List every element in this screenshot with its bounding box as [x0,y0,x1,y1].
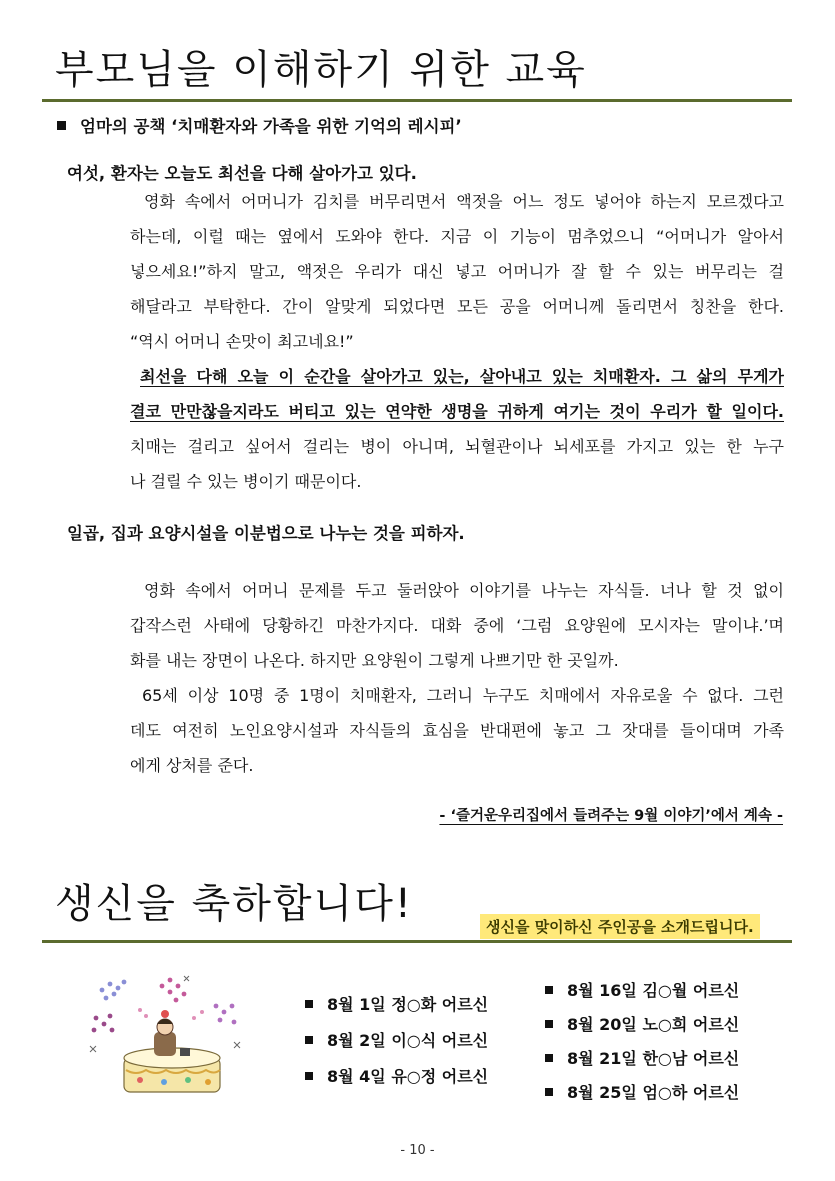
birthday-entry [545,978,739,1001]
square-bullet-icon [305,1036,313,1044]
square-bullet-icon [57,121,66,130]
section-six-body [130,184,784,499]
body-line: “역시 어머니 손맛이 최고네요!” [130,332,354,351]
body-line: 에게 상처를 준다. [130,756,254,775]
birthday-entry-text: 8월 4일 유○정 어르신 [327,1067,489,1086]
source-citation: - ‘즐거운우리집에서 들려주는 9월 이야기’에서 계속 - [439,808,783,824]
body-line: 넣으세요!”하지 말고, 액젓은 우리가 대신 넣고 어머니가 잘 할 수 있는 버무리는 걸 [130,262,784,281]
section-six-title: 여섯, 환자는 오늘도 최선을 다해 살아가고 있다. [67,164,417,183]
birthday-entry [545,1080,739,1103]
square-bullet-icon [545,1088,553,1096]
body-line: 나 걸릴 수 있는 병이기 때문이다. [130,472,362,491]
body-line: 65세 이상 10명 중 1명이 치매환자, 그러니 누구도 치매에서 자유로울 수 없다. 그런 [142,686,784,705]
section-seven-title: 일곱, 집과 요양시설을 이분법으로 나누는 것을 피하자. [67,524,465,543]
birthday-title: 생신을 축하합니다! [55,881,413,927]
body-line: 갑작스런 사태에 당황하긴 마찬가지다. 대화 중에 ‘그럼 요양원에 모시자는 말이냐.’며 [130,616,784,635]
birthday-entry-text: 8월 25일 엄○하 어르신 [567,1083,740,1102]
square-bullet-icon [305,1072,313,1080]
birthday-entry [545,1012,739,1035]
square-bullet-icon [305,1000,313,1008]
subheading [57,113,462,137]
emphasis-line: 결코 만만찮을지라도 버티고 있는 연약한 생명을 귀하게 여기는 것이 우리가 할 일이다. [130,402,784,421]
square-bullet-icon [545,986,553,994]
body-line: 영화 속에서 어머니가 김치를 버무리면서 액젓을 어느 정도 넣어야 하는지 모르겠다고 [144,192,784,211]
birthday-cake-icon [84,972,254,1102]
emphasis-line: 최선을 다해 오늘 이 순간을 살아가고 있는, 살아내고 있는 치매환자. 그 삶의 무게가 [140,367,784,386]
subheading-text: 엄마의 공책 ‘치매환자와 가족을 위한 기억의 레시피’ [80,117,462,136]
body-line: 영화 속에서 어머니 문제를 두고 둘러앉아 이야기를 나누는 자식들. 너나 할 것 없이 [144,581,784,600]
birthday-divider [42,940,792,943]
square-bullet-icon [545,1020,553,1028]
body-line: 해달라고 부탁한다. 간이 알맞게 되었다면 모든 공을 어머니께 돌리면서 칭찬을 한다. [130,297,784,316]
birthday-entry-text: 8월 16일 김○월 어르신 [567,981,740,1000]
birthday-entry-text: 8월 21일 한○남 어르신 [567,1049,740,1068]
body-line: 화를 내는 장면이 나온다. 하지만 요양원이 그렇게 나쁘기만 한 곳일까. [130,651,619,670]
birthday-badge: 생신을 맞이하신 주인공을 소개드립니다. [480,914,760,939]
body-line: 하는데, 이럴 때는 옆에서 도와야 한다. 지금 이 기능이 멈추었으니 “어머니가 알아서 [130,227,784,246]
square-bullet-icon [545,1054,553,1062]
page-number: - 10 - [400,1143,435,1158]
birthday-entry [305,1028,488,1051]
birthday-entry [545,1046,739,1069]
birthday-entry [305,992,488,1015]
body-line: 데도 여전히 노인요양시설과 자식들의 효심을 반대편에 놓고 그 잣대를 들이대며 가족 [130,721,784,740]
birthday-entry [305,1064,488,1087]
birthday-entry-text: 8월 1일 정○화 어르신 [327,995,489,1014]
page-title: 부모님을 이해하기 위한 교육 [55,47,587,93]
section-seven-body [130,573,784,783]
body-line: 치매는 걸리고 싶어서 걸리는 병이 아니며, 뇌혈관이나 뇌세포를 가지고 있는 한 누구 [130,437,784,456]
birthday-entry-text: 8월 2일 이○식 어르신 [327,1031,489,1050]
birthday-entry-text: 8월 20일 노○희 어르신 [567,1015,740,1034]
title-divider [42,99,792,102]
